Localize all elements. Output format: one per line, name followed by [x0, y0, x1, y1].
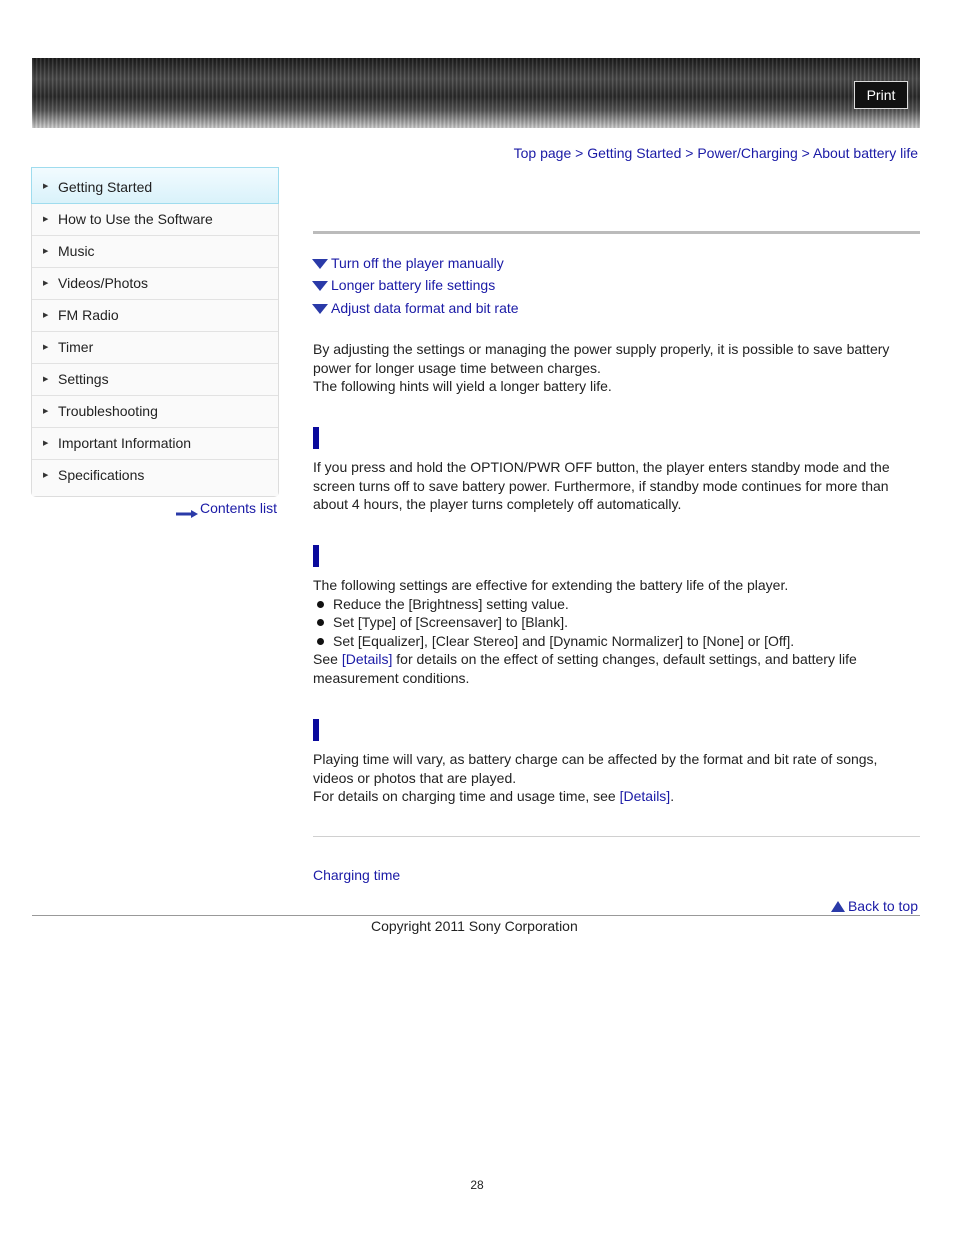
arrow-right-icon	[176, 505, 198, 513]
sidebar-item-settings[interactable]	[32, 364, 278, 396]
sidebar-item-label: Important Information	[58, 435, 192, 451]
toc-link[interactable]: Adjust data format and bit rate	[331, 300, 519, 316]
arrow-right-icon: ▶	[43, 344, 49, 351]
sidebar-item-label: How to Use the Software	[58, 211, 213, 227]
arrow-right-icon: ▶	[43, 376, 49, 383]
bullet-item: Reduce the [Brightness] setting value.	[313, 595, 913, 614]
bullet-item: Set [Type] of [Screensaver] to [Blank].	[313, 613, 913, 632]
breadcrumb-separator: >	[575, 145, 584, 161]
sidebar-item-label: FM Radio	[58, 307, 119, 323]
breadcrumb-separator: >	[801, 145, 810, 161]
toc-link[interactable]: Turn off the player manually	[331, 255, 504, 271]
bullet-item: Set [Equalizer], [Clear Stereo] and [Dynamic Normalizer] to [None] or [Off].	[313, 632, 913, 651]
intro-line: The following hints will yield a longer battery life.	[313, 378, 612, 394]
charging-time-link[interactable]: Charging time	[313, 867, 401, 883]
details-suffix: .	[670, 788, 675, 804]
details-line	[313, 787, 913, 806]
toc-link[interactable]: Longer battery life settings	[331, 277, 496, 293]
breadcrumb-getting-started[interactable]: Getting Started	[587, 145, 682, 161]
sidebar-item-how-to-use-the-software[interactable]	[32, 204, 278, 236]
toc-item-longer-battery[interactable]	[312, 277, 495, 293]
breadcrumb-power-charging[interactable]: Power/Charging	[697, 145, 798, 161]
related-topics	[313, 866, 913, 885]
section-lead: The following settings are effective for extending the battery life of the player.	[313, 577, 789, 593]
sidebar-item-videos-photos[interactable]	[32, 268, 278, 300]
back-to-top-label[interactable]: Back to top	[847, 898, 918, 914]
see-suffix: for details on the effect of setting changes, default settings, and battery life measurement conditions.	[313, 651, 857, 686]
sidebar-item-troubleshooting[interactable]	[32, 396, 278, 428]
sidebar-item-label: Getting Started	[58, 179, 153, 195]
see-prefix: See	[313, 651, 342, 667]
sidebar-item-label: Specifications	[58, 467, 145, 483]
details-link[interactable]: [Details]	[341, 651, 393, 667]
arrow-right-icon: ▶	[43, 183, 49, 190]
header-banner	[32, 58, 920, 128]
sidebar-item-important-information[interactable]	[32, 428, 278, 460]
breadcrumb	[514, 145, 918, 161]
see-details-line	[313, 650, 913, 687]
sidebar-item-label: Videos/Photos	[58, 275, 149, 291]
section-longer-battery	[313, 576, 913, 687]
related-divider	[313, 836, 920, 837]
breadcrumb-about-battery-life[interactable]: About battery life	[812, 145, 918, 161]
sidebar-nav	[31, 167, 279, 497]
sidebar-item-label: Troubleshooting	[58, 403, 158, 419]
breadcrumb-top-page[interactable]: Top page	[513, 145, 572, 161]
sidebar-item-label: Settings	[58, 371, 109, 387]
triangle-down-icon	[312, 259, 328, 269]
title-divider	[313, 231, 920, 234]
footer-divider	[32, 915, 920, 916]
section-format-bitrate	[313, 750, 913, 806]
arrow-right-icon: ▶	[43, 280, 49, 287]
sidebar-item-label: Timer	[58, 339, 94, 355]
breadcrumb-separator: >	[685, 145, 694, 161]
sidebar-item-timer[interactable]	[32, 332, 278, 364]
triangle-down-icon	[312, 304, 328, 314]
sidebar-item-getting-started[interactable]	[31, 167, 279, 204]
section-heading-marker	[313, 427, 319, 449]
toc-item-adjust-format[interactable]	[312, 300, 519, 316]
sidebar-item-music[interactable]	[32, 236, 278, 268]
print-button[interactable]: Print	[854, 81, 908, 109]
sidebar-item-label: Music	[58, 243, 95, 259]
page-number: 28	[470, 1178, 484, 1192]
intro-paragraph	[313, 340, 913, 396]
contents-list-label[interactable]: Contents list	[200, 500, 278, 516]
section-text: Playing time will vary, as battery charge can be affected by the format and bit rate of songs, videos or photos that are played.	[313, 751, 878, 786]
details-prefix: For details on charging time and usage time, see	[313, 788, 620, 804]
copyright-text: Copyright 2011 Sony Corporation	[371, 918, 578, 934]
section-heading-marker	[313, 545, 319, 567]
section-text: If you press and hold the OPTION/PWR OFF button, the player enters standby mode and the screen turns off to save battery power. Furthermore, if standby mode continues for more than about 4 hours, the player turns completely off automatically.	[313, 459, 890, 512]
triangle-up-icon	[831, 901, 845, 912]
back-to-top-link[interactable]	[831, 898, 918, 914]
details-link[interactable]: [Details]	[619, 788, 671, 804]
triangle-down-icon	[312, 281, 328, 291]
sidebar-item-fm-radio[interactable]	[32, 300, 278, 332]
sidebar-item-specifications[interactable]	[32, 460, 278, 496]
arrow-right-icon: ▶	[43, 216, 49, 223]
arrow-right-icon: ▶	[43, 408, 49, 415]
intro-line: By adjusting the settings or managing the power supply properly, it is possible to save battery power for longer usage time between charges.	[313, 341, 890, 376]
toc-item-turn-off[interactable]	[312, 255, 504, 271]
arrow-right-icon: ▶	[43, 440, 49, 447]
section-heading-marker	[313, 719, 319, 741]
arrow-right-icon: ▶	[43, 472, 49, 479]
arrow-right-icon: ▶	[43, 312, 49, 319]
arrow-right-icon: ▶	[43, 248, 49, 255]
section-turn-off-text	[313, 458, 913, 514]
contents-list-link[interactable]	[176, 500, 277, 516]
